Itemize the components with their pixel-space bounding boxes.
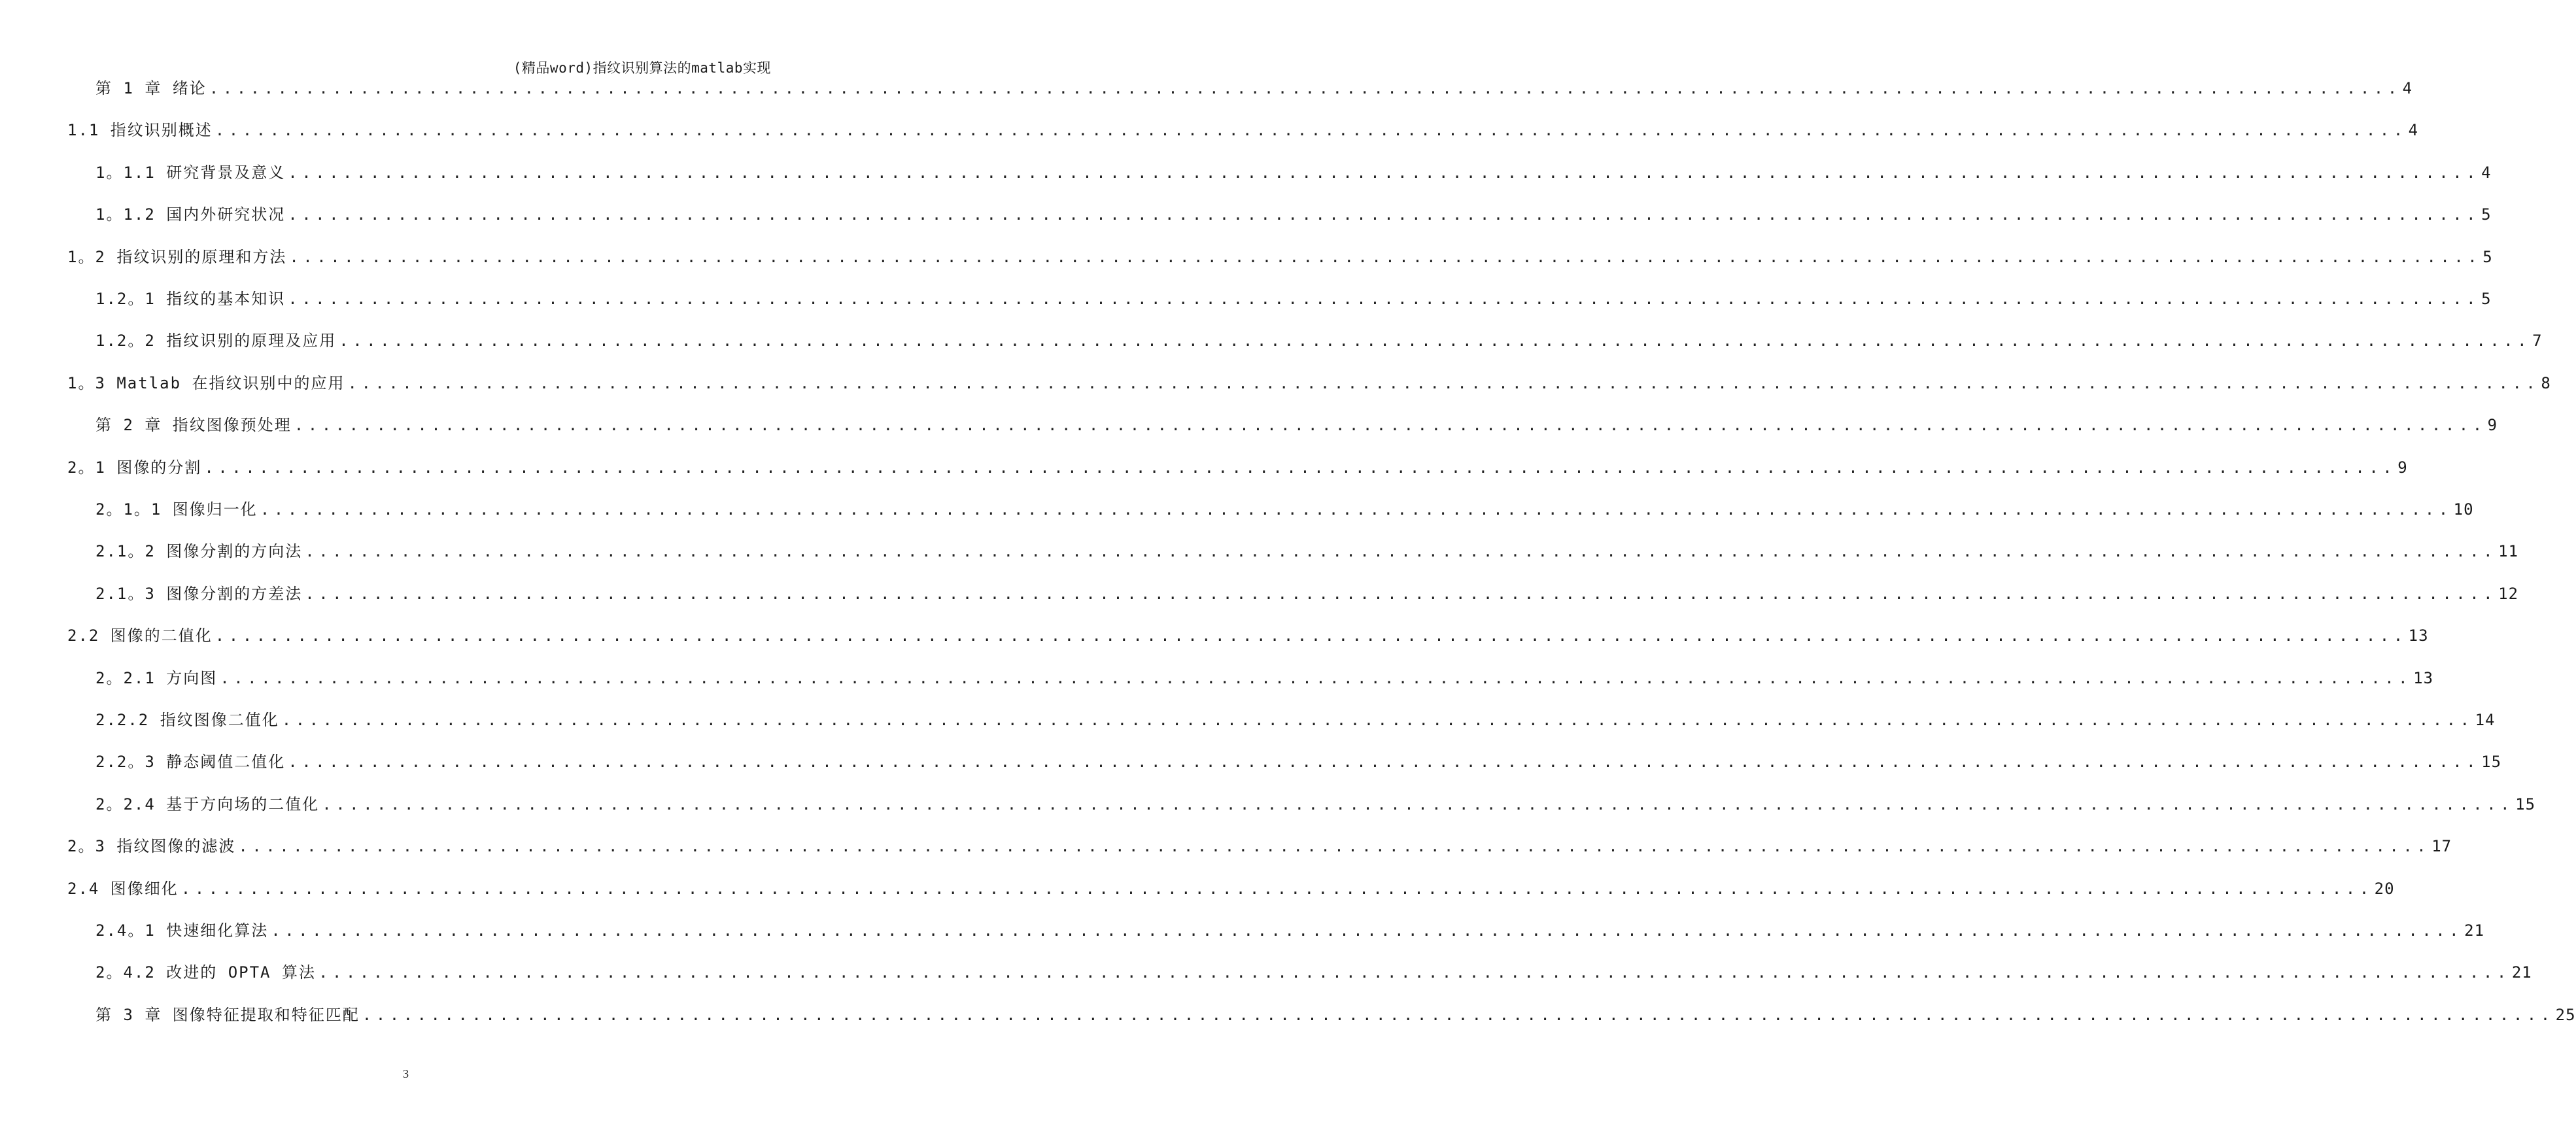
toc-dot-leader: ................................................................................................................................................................	[215, 121, 2407, 140]
toc-entry[interactable]	[67, 623, 2429, 649]
toc-entry-title: 2.2。3 静态阈值二值化	[95, 753, 286, 772]
toc-dot-leader: ................................................................................................................................................................	[180, 879, 2373, 898]
toc-entry-page: 25	[2555, 1005, 2576, 1024]
toc-entry-page: 5	[2481, 290, 2492, 308]
toc-entry[interactable]	[95, 581, 2519, 607]
toc-entry-title: 2.4 图像细化	[67, 879, 179, 898]
toc-entry-title: 1.2。1 指纹的基本知识	[95, 290, 286, 308]
toc-dot-leader: ................................................................................................................................................................	[281, 711, 2474, 729]
toc-entry-page: 15	[2515, 795, 2536, 813]
toc-entry[interactable]	[95, 160, 2492, 186]
toc-entry-page: 11	[2498, 542, 2519, 561]
toc-dot-leader: ................................................................................................................................................................	[288, 290, 2481, 308]
toc-entry[interactable]	[95, 286, 2492, 312]
toc-entry-title: 2。2.4 基于方向场的二值化	[95, 795, 320, 813]
toc-entry-title: 1.1 指纹识别概述	[67, 121, 213, 140]
toc-dot-leader: ................................................................................................................................................................	[220, 668, 2413, 687]
toc-entry[interactable]	[95, 538, 2519, 564]
toc-dot-leader: ................................................................................................................................................................	[209, 79, 2401, 97]
toc-entry[interactable]	[95, 791, 2536, 817]
toc-entry[interactable]	[67, 244, 2493, 270]
toc-entry-title: 2.2 图像的二值化	[67, 626, 213, 645]
toc-dot-leader: ................................................................................................................................................................	[238, 837, 2431, 856]
toc-dot-leader: ................................................................................................................................................................	[305, 584, 2498, 603]
toc-entry-page: 15	[2481, 753, 2502, 772]
toc-dot-leader: ................................................................................................................................................................	[294, 416, 2486, 435]
toc-entry-page: 17	[2431, 837, 2452, 856]
toc-entry-page: 21	[2464, 921, 2485, 940]
toc-dot-leader: ................................................................................................................................................................	[271, 921, 2464, 940]
toc-entry-title: 2。3 指纹图像的滤波	[67, 837, 236, 856]
toc-entry[interactable]	[95, 496, 2474, 522]
toc-entry[interactable]	[95, 749, 2502, 775]
toc-entry-title: 2.4。1 快速细化算法	[95, 921, 269, 940]
toc-dot-leader: ................................................................................................................................................................	[347, 373, 2540, 392]
toc-entry-page: 14	[2475, 711, 2496, 729]
toc-entry[interactable]	[67, 370, 2551, 396]
toc-entry-title: 2。2.1 方向图	[95, 668, 218, 687]
toc-entry-title: 2.2.2 指纹图像二值化	[95, 711, 279, 729]
toc-entry-page: 12	[2498, 584, 2519, 603]
toc-dot-leader: ................................................................................................................................................................	[305, 542, 2498, 561]
toc-entry[interactable]	[67, 833, 2452, 859]
toc-entry-page: 7	[2532, 332, 2543, 351]
toc-dot-leader: ................................................................................................................................................................	[339, 332, 2532, 351]
toc-entry-page: 13	[2408, 626, 2429, 645]
toc-entry-page: 5	[2482, 247, 2493, 266]
toc-entry[interactable]	[67, 876, 2395, 902]
toc-entry[interactable]	[95, 959, 2532, 985]
toc-dot-leader: ................................................................................................................................................................	[318, 963, 2511, 982]
toc-entry[interactable]	[95, 75, 2413, 101]
toc-entry-title: 第 3 章 图像特征提取和特征匹配	[95, 1005, 360, 1024]
page-number: 3	[403, 1067, 409, 1080]
toc-dot-leader: ................................................................................................................................................................	[288, 205, 2481, 224]
toc-entry[interactable]	[95, 917, 2485, 944]
toc-entry-page: 9	[2397, 458, 2408, 477]
toc-entry[interactable]	[95, 665, 2434, 691]
toc-dot-leader: ................................................................................................................................................................	[362, 1005, 2554, 1024]
toc-entry-title: 1。3 Matlab 在指纹识别中的应用	[67, 373, 345, 392]
toc-entry-title: 1。2 指纹识别的原理和方法	[67, 247, 287, 266]
toc-dot-leader: ................................................................................................................................................................	[288, 163, 2481, 182]
toc-entry-page: 10	[2453, 500, 2474, 519]
toc-entry[interactable]	[95, 707, 2496, 733]
toc-entry-page: 8	[2541, 373, 2551, 392]
toc-dot-leader: ................................................................................................................................................................	[204, 458, 2397, 477]
toc-entry-title: 第 2 章 指纹图像预处理	[95, 416, 292, 435]
toc-entry-title: 第 1 章 绪论	[95, 79, 207, 97]
toc-dot-leader: ................................................................................................................................................................	[215, 626, 2407, 645]
toc-entry[interactable]	[67, 454, 2408, 481]
toc-entry-title: 2。1 图像的分割	[67, 458, 202, 477]
toc-entry-title: 2.1。3 图像分割的方差法	[95, 584, 303, 603]
toc-entry-title: 2.1。2 图像分割的方向法	[95, 542, 303, 561]
toc-entry-page: 4	[2402, 79, 2413, 97]
toc-entry-page: 9	[2487, 416, 2498, 435]
document-header: (精品word)指纹识别算法的matlab实现	[513, 60, 771, 76]
toc-entry-title: 2。4.2 改进的 OPTA 算法	[95, 963, 316, 982]
toc-entry[interactable]	[67, 117, 2419, 143]
toc-entry-page: 13	[2413, 668, 2434, 687]
toc-entry-title: 1。1.2 国内外研究状况	[95, 205, 286, 224]
toc-entry[interactable]	[95, 1002, 2576, 1028]
toc-dot-leader: ................................................................................................................................................................	[322, 795, 2515, 813]
toc-dot-leader: ................................................................................................................................................................	[260, 500, 2452, 519]
toc-entry-title: 1.2。2 指纹识别的原理及应用	[95, 332, 337, 351]
toc-entry[interactable]	[95, 412, 2498, 438]
toc-entry[interactable]	[95, 201, 2492, 228]
toc-entry[interactable]	[95, 328, 2543, 354]
toc-entry-page: 4	[2481, 163, 2492, 182]
toc-entry-page: 20	[2374, 879, 2395, 898]
toc-entry-page: 21	[2511, 963, 2532, 982]
toc-dot-leader: ................................................................................................................................................................	[288, 753, 2481, 772]
toc-dot-leader: ................................................................................................................................................................	[289, 247, 2482, 266]
toc-entry-title: 2。1。1 图像归一化	[95, 500, 258, 519]
toc-entry-page: 4	[2408, 121, 2419, 140]
toc-entry-page: 5	[2481, 205, 2492, 224]
toc-entry-title: 1。1.1 研究背景及意义	[95, 163, 286, 182]
